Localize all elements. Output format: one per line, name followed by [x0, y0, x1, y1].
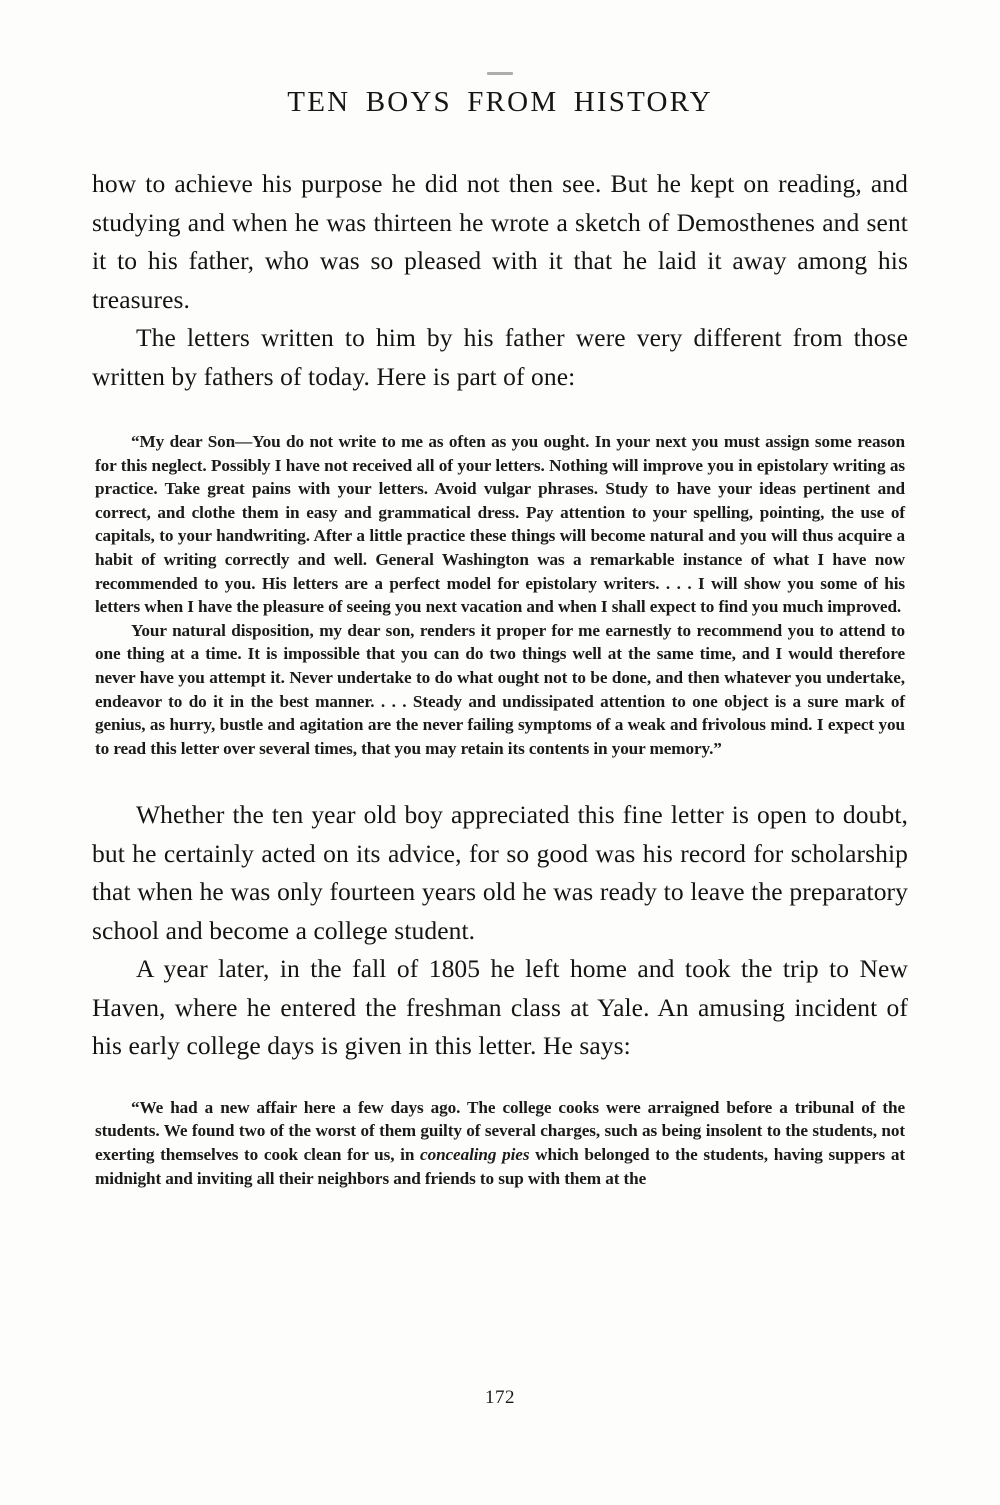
- quote-two-paragraph: [95, 1096, 905, 1190]
- quote-one-paragraph-one: “My dear Son—You do not write to me as often as you ought. In your next you must assign some reason for this neglect. Possibly I have not received all of your letters. Nothing will improve you in epistolary writing as practice. Take great pains with your letters. Avoid vulgar phrases. Study to have your ideas pertinent and correct, and clothe them in easy and grammatical dress. Pay attention to your spelling, pointing, the use of capitals, to your handwriting. After a little practice these things will become natural and you will thus acquire a habit of writing correctly and well. General Washington was a remarkable instance of what I have now recommended to you. His letters are a perfect model for epistolary writers. . . . I will show you some of his letters when I have the pleasure of seeing you next vacation and when I shall expect to find you much improved.: [95, 432, 905, 617]
- quoted-letter-two: [95, 1066, 905, 1190]
- running-head: TEN BOYS FROM HISTORY: [287, 86, 713, 118]
- body-text-top: [92, 119, 908, 396]
- quote-two-part-two: which belonged to the students, having suppers at midnight and inviting all their neighbors and friends to sup with them at the: [95, 1145, 905, 1188]
- paragraph-year-later: A year later, in the fall of 1805 he left home and took the trip to New Haven, where he entered the freshman class at Yale. An amusing incident of his early college days is given in this letter. He says:: [92, 954, 908, 1061]
- page-number: 172: [485, 1387, 515, 1408]
- body-text-middle: [92, 760, 908, 1066]
- quote-two-part-one: “We had a new affair here a few days ago. The college cooks were arraigned before a tribunal of the students. We found two of the worst of them guilty of several charges, such as being insolent to the students, not exerting themselves to cook clean for us, in: [95, 1097, 905, 1164]
- quoted-letter-one: [95, 396, 905, 760]
- paragraph-continued: how to achieve his purpose he did not then see. But he kept on reading, and studying and when he was thirteen he wrote a sketch of Demosthenes and sent it to his father, who was so pleased with it that he laid it away among his treasures.: [92, 169, 908, 314]
- paragraph-letters-intro: The letters written to him by his father were very different from those written by fathers of today. Here is part of one:: [92, 323, 908, 391]
- quote-two-italic-phrase: concealing pies: [420, 1145, 530, 1164]
- quote-one-paragraph-two: Your natural disposition, my dear son, renders it proper for me earnestly to recommend you to attend to one thing at a time. It is impossible that you can do two things well at the same time, and I would therefore never have you attempt it. Never undertake to do what ought not to be done, and then whatever you undertake, endeavor to do it in the best manner. . . . Steady and undissipated attention to one object is a sure mark of genius, as hurry, bustle and agitation are the never failing symptoms of a weak and frivolous mind. I expect you to read this letter over several times, that you may retain its contents in your memory.”: [95, 620, 905, 758]
- paragraph-whether: Whether the ten year old boy appreciated this fine letter is open to doubt, but he certainly acted on its advice, for so good was his record for scholarship that when he was only fourteen years old he was ready to leave the preparatory school and become a college student.: [92, 800, 908, 945]
- dash-mark-icon: [487, 72, 513, 75]
